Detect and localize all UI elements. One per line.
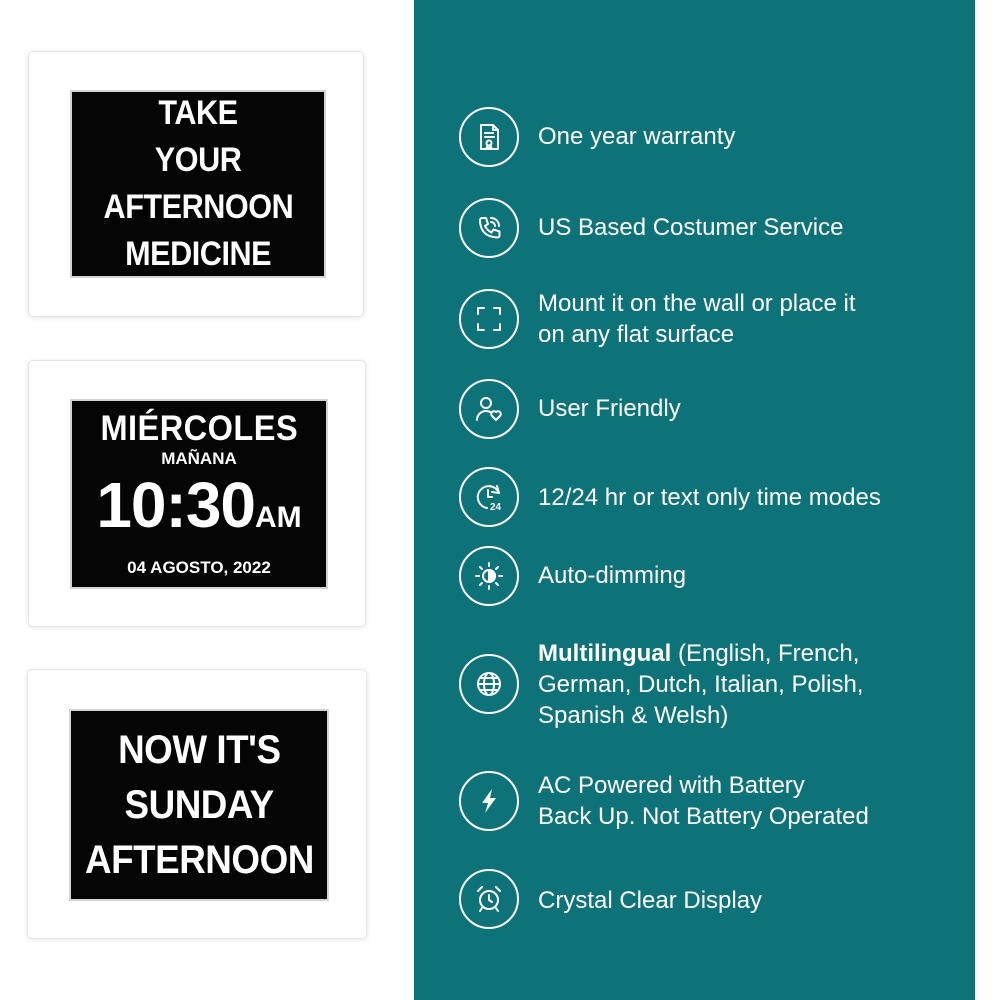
user-heart-icon (459, 379, 519, 439)
clock-date: 04 AGOSTO, 2022 (127, 557, 271, 577)
clock-screen-2 (70, 399, 328, 589)
screen-3-line: NOW IT'S (117, 727, 281, 772)
clock-frame-2 (29, 361, 365, 626)
clock-time-digits: 10:30 (96, 468, 256, 541)
feature-text-line: German, Dutch, Italian, Polish, (538, 671, 864, 698)
clock-ampm: AM (255, 500, 302, 534)
day-of-week: MIÉRCOLES (100, 408, 298, 448)
feature-panel (414, 0, 975, 1000)
feature-text: 12/24 hr or text only time modes (538, 484, 881, 511)
clock-screen-1 (70, 90, 326, 278)
screen-1-line: YOUR (154, 141, 242, 179)
feature-text-line: AC Powered with Battery (538, 772, 805, 799)
screen-1-line: MEDICINE (124, 235, 271, 273)
clock-screen-3 (69, 709, 329, 901)
feature-text: Crystal Clear Display (538, 887, 763, 914)
feature-text-line: Mount it on the wall or place it (538, 290, 856, 317)
globe-icon (459, 654, 519, 714)
time-of-day: MAÑANA (161, 448, 237, 468)
svg-text:24: 24 (490, 502, 502, 513)
lightning-icon (459, 771, 519, 831)
feature-text-line: Spanish & Welsh) (538, 702, 729, 729)
feature-text: One year warranty (538, 123, 736, 150)
feature-text-rest: (English, French, (671, 640, 860, 667)
certificate-icon (459, 107, 519, 167)
feature-text (538, 770, 869, 832)
screen-1-line: AFTERNOON (103, 188, 293, 226)
feature-text: Auto-dimming (538, 562, 687, 589)
screen-1-line: TAKE (158, 94, 238, 132)
clock-frame-1 (29, 52, 363, 316)
feature-text-line: on any flat surface (538, 321, 735, 348)
screen-3-line: AFTERNOON (84, 837, 314, 882)
feature-text: US Based Costumer Service (538, 214, 844, 241)
feature-text-line: Back Up. Not Battery Operated (538, 803, 869, 830)
feature-text-line (538, 638, 863, 669)
clock-frame-3 (28, 670, 366, 938)
alarm-clock-icon (459, 869, 519, 929)
clock-time (96, 468, 302, 551)
screen-3-line: SUNDAY (124, 782, 274, 827)
frame-corners-icon (459, 289, 519, 349)
feature-text (538, 638, 863, 731)
feature-text (538, 288, 856, 350)
phone-icon (459, 198, 519, 258)
feature-text-bold: Multilingual (538, 640, 672, 667)
feature-text: User Friendly (538, 395, 681, 422)
clock-24-icon (459, 467, 519, 527)
brightness-icon (459, 546, 519, 606)
